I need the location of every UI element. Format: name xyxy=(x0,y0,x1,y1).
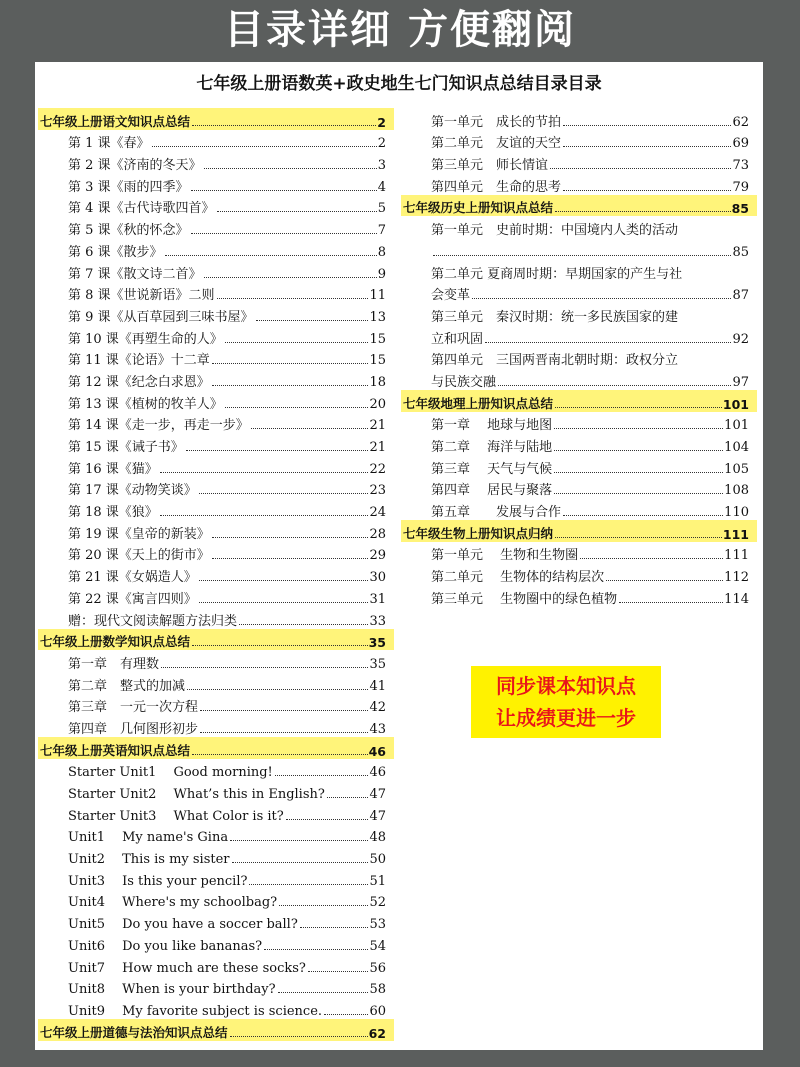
toc-entry[interactable] xyxy=(38,867,394,889)
toc-entry[interactable] xyxy=(38,390,394,412)
toc-entry[interactable] xyxy=(38,650,394,672)
toc-entry[interactable] xyxy=(401,216,757,238)
dot-leader xyxy=(555,211,731,212)
toc-page-number: 69 xyxy=(732,136,749,152)
toc-entry[interactable] xyxy=(401,130,757,152)
dot-leader xyxy=(580,558,723,559)
dot-leader xyxy=(324,1014,368,1015)
toc-entry-label: 第一章 有理数 xyxy=(68,656,160,672)
toc-page-number: 73 xyxy=(732,158,749,174)
toc-entry-label: Unit4 Where's my schoolbag? xyxy=(68,895,278,911)
dot-leader xyxy=(199,580,369,581)
toc-entry-label: 七年级上册英语知识点总结 xyxy=(40,742,191,758)
toc-page-number: 42 xyxy=(369,700,386,716)
toc-page-number: 111 xyxy=(724,548,749,564)
toc-entry[interactable] xyxy=(38,563,394,585)
toc-entry[interactable] xyxy=(38,910,394,932)
toc-page-number: 53 xyxy=(369,917,386,933)
toc-entry[interactable] xyxy=(38,368,394,390)
dot-leader xyxy=(472,298,731,299)
toc-entry-label: 第 19 课《皇帝的新装》 xyxy=(68,526,210,542)
toc-entry-label: 与民族交融 xyxy=(431,374,497,390)
toc-entry[interactable] xyxy=(38,607,394,629)
toc-entry[interactable] xyxy=(38,498,394,520)
toc-entry-label: 第 4 课《古代诗歌四首》 xyxy=(68,201,215,217)
dot-leader xyxy=(555,537,722,538)
toc-page-number: 43 xyxy=(369,721,386,737)
promo-box xyxy=(471,666,661,738)
dot-leader xyxy=(230,1036,368,1037)
toc-entry-label: 第四章 居民与聚落 xyxy=(431,483,553,499)
toc-entry[interactable] xyxy=(38,412,394,434)
toc-entry-label: 第四章 几何图形初步 xyxy=(68,721,199,737)
toc-entry-label: Unit6 Do you like bananas? xyxy=(68,938,263,954)
dot-leader xyxy=(554,472,723,473)
toc-entry[interactable] xyxy=(38,238,394,260)
toc-right-column xyxy=(401,108,757,607)
toc-entry-label: 七年级地理上册知识点总结 xyxy=(403,395,554,411)
dot-leader xyxy=(563,515,723,516)
toc-entry[interactable] xyxy=(401,282,757,304)
toc-entry-label: 七年级上册语文知识点总结 xyxy=(40,113,191,129)
toc-entry[interactable] xyxy=(38,824,394,846)
toc-entry[interactable] xyxy=(38,282,394,304)
toc-entry-label: 第 11 课《论语》十二章 xyxy=(68,353,210,369)
toc-entry-label: 第一单元 生物和生物圈 xyxy=(431,548,579,564)
toc-entry[interactable] xyxy=(38,173,394,195)
dot-leader xyxy=(152,146,377,147)
toc-entry[interactable] xyxy=(401,433,757,455)
toc-entry-label: Starter Unit1 Good morning! xyxy=(68,765,273,781)
toc-entry[interactable] xyxy=(38,585,394,607)
toc-page-number: 2 xyxy=(377,114,386,130)
toc-page-number: 5 xyxy=(377,201,386,217)
toc-entry[interactable] xyxy=(401,585,757,607)
toc-page-number: 112 xyxy=(724,570,749,586)
toc-page-number: 54 xyxy=(369,938,386,954)
toc-page-number: 46 xyxy=(368,743,386,759)
toc-entry-label: 第 9 课《从百草园到三味书屋》 xyxy=(68,309,254,325)
toc-page-number: 11 xyxy=(369,288,386,304)
dot-leader xyxy=(200,732,368,733)
dot-leader xyxy=(212,363,369,364)
toc-entry[interactable] xyxy=(401,542,757,564)
toc-page-number: 97 xyxy=(732,374,749,390)
toc-page-number: 7 xyxy=(377,223,386,239)
toc-entry-label: 第 12 课《纪念白求恩》 xyxy=(68,374,210,390)
toc-entry[interactable] xyxy=(38,195,394,217)
toc-section-heading[interactable] xyxy=(38,737,394,759)
toc-entry-label: Unit8 When is your birthday? xyxy=(68,982,276,998)
toc-entry-label: Unit9 My favorite subject is science. xyxy=(68,1003,323,1019)
dot-leader xyxy=(212,537,369,538)
dot-leader xyxy=(279,905,368,906)
toc-entry[interactable] xyxy=(38,976,394,998)
toc-entry[interactable] xyxy=(38,151,394,173)
dot-leader xyxy=(278,992,369,993)
dot-leader xyxy=(554,450,723,451)
toc-entry-label: 第 7 课《散文诗二首》 xyxy=(68,266,202,282)
dot-leader xyxy=(485,342,731,343)
toc-entry-label: 第 17 课《动物笑谈》 xyxy=(68,483,197,499)
toc-entry[interactable] xyxy=(38,455,394,477)
toc-section-heading[interactable] xyxy=(401,390,757,412)
toc-entry[interactable] xyxy=(38,672,394,694)
toc-entry-label: 第二单元 友谊的天空 xyxy=(431,136,562,152)
dot-leader xyxy=(161,667,368,668)
toc-page-number: 79 xyxy=(732,179,749,195)
toc-left-column xyxy=(38,108,394,1041)
toc-entry-label: 七年级上册数学知识点总结 xyxy=(40,634,191,650)
toc-entry-label: 第二章 整式的加减 xyxy=(68,678,186,694)
toc-entry-label: 第二章 海洋与陆地 xyxy=(431,440,553,455)
toc-entry-label: 第三单元 秦汉时期：统一多民族国家的建 xyxy=(431,309,679,325)
dot-leader xyxy=(300,927,369,928)
toc-entry[interactable] xyxy=(401,563,757,585)
toc-page-number: 47 xyxy=(369,808,386,824)
toc-page-number: 21 xyxy=(369,418,386,434)
toc-entry[interactable] xyxy=(401,412,757,434)
toc-page-number: 101 xyxy=(724,418,749,434)
toc-entry[interactable] xyxy=(401,325,757,347)
toc-page-number: 56 xyxy=(369,960,386,976)
toc-entry[interactable] xyxy=(401,303,757,325)
toc-page-number: 101 xyxy=(722,396,749,412)
toc-entry-label: Unit3 Is this your pencil? xyxy=(68,873,248,889)
toc-entry-label: Starter Unit2 What’s this in English? xyxy=(68,787,325,802)
toc-entry[interactable] xyxy=(38,260,394,282)
toc-entry-label: 会变革 xyxy=(431,288,471,304)
dot-leader xyxy=(554,428,723,429)
dot-leader xyxy=(264,949,368,950)
dot-leader xyxy=(217,298,369,299)
dot-leader xyxy=(191,190,377,191)
toc-entry-label: 第 2 课《济南的冬天》 xyxy=(68,158,202,174)
toc-page-number: 8 xyxy=(377,244,386,260)
toc-entry[interactable] xyxy=(38,694,394,716)
dot-leader xyxy=(550,168,731,169)
toc-entry-label: 第三单元 师长情谊 xyxy=(431,158,549,174)
toc-page-number: 13 xyxy=(369,309,386,325)
toc-page-number: 60 xyxy=(369,1003,386,1019)
banner-title: 目录详细 方便翻阅 xyxy=(224,7,576,53)
toc-entry-label: 第 6 课《散步》 xyxy=(68,244,163,260)
dot-leader xyxy=(606,580,723,581)
toc-entry-label: 第五章 发展与合作 xyxy=(431,505,562,521)
toc-entry-label: 第三章 天气与气候 xyxy=(431,461,553,477)
toc-entry[interactable] xyxy=(38,520,394,542)
toc-entry-label: 第 1 课《春》 xyxy=(68,136,150,152)
toc-page-number: 9 xyxy=(377,266,386,282)
toc-entry-label: 第三单元 生物圈中的绿色植物 xyxy=(431,591,618,607)
toc-entry[interactable] xyxy=(401,108,757,130)
toc-entry[interactable] xyxy=(38,325,394,347)
toc-entry-label: 第 14 课《走一步，再走一步》 xyxy=(68,418,249,434)
toc-section-heading[interactable] xyxy=(401,195,757,217)
dot-leader xyxy=(204,277,377,278)
toc-entry[interactable] xyxy=(401,477,757,499)
dot-leader xyxy=(554,493,723,494)
toc-entry-label: 第一单元 史前时期：中国境内人类的活动 xyxy=(431,223,679,239)
dot-leader xyxy=(212,385,369,386)
dot-leader xyxy=(619,602,723,603)
document-title: 七年级上册语数英+政史地生七门知识点总结目录目录 xyxy=(196,74,602,94)
toc-entry[interactable] xyxy=(38,477,394,499)
toc-page-number: 30 xyxy=(369,570,386,586)
toc-entry[interactable] xyxy=(401,498,757,520)
dot-leader xyxy=(192,645,368,646)
toc-entry[interactable] xyxy=(38,542,394,564)
toc-entry-label: Starter Unit3 What Color is it? xyxy=(68,808,284,824)
toc-section-heading[interactable] xyxy=(38,629,394,651)
dot-leader xyxy=(225,342,369,343)
dot-leader xyxy=(200,710,368,711)
promo-line-1: 同步课本知识点 xyxy=(496,674,636,698)
toc-page-number: 21 xyxy=(369,440,386,455)
toc-page-number: 51 xyxy=(369,873,386,889)
toc-entry[interactable] xyxy=(38,347,394,369)
dot-leader xyxy=(433,255,731,256)
dot-leader xyxy=(165,255,377,256)
dot-leader xyxy=(217,211,377,212)
toc-page-number: 24 xyxy=(369,505,386,521)
toc-page-number: 33 xyxy=(369,613,386,629)
toc-entry[interactable] xyxy=(38,802,394,824)
dot-leader xyxy=(275,775,369,776)
dot-leader xyxy=(256,320,369,321)
toc-page-number: 92 xyxy=(732,331,749,347)
toc-entry[interactable] xyxy=(38,954,394,976)
toc-entry-label: Unit1 My name's Gina xyxy=(68,830,229,846)
toc-entry[interactable] xyxy=(38,433,394,455)
toc-page-number: 47 xyxy=(369,787,386,802)
dot-leader xyxy=(327,797,369,798)
toc-section-heading[interactable] xyxy=(38,1019,394,1041)
dot-leader xyxy=(186,450,369,451)
toc-entry-label: 第 18 课《狼》 xyxy=(68,505,158,521)
toc-page-number: 15 xyxy=(369,331,386,347)
toc-entry[interactable] xyxy=(38,303,394,325)
toc-entry-label: Unit2 This is my sister xyxy=(68,852,230,868)
toc-entry-label: 第一章 地球与地图 xyxy=(431,418,553,434)
toc-entry-label: 第 16 课《猫》 xyxy=(68,461,158,477)
dot-leader xyxy=(199,493,369,494)
dot-leader xyxy=(239,624,368,625)
toc-page-number: 108 xyxy=(724,483,749,499)
toc-entry-label: 第 13 课《植树的牧羊人》 xyxy=(68,396,223,412)
toc-page-number: 52 xyxy=(369,895,386,911)
toc-entry-label: 七年级历史上册知识点总结 xyxy=(403,200,554,216)
toc-entry-label: 第 8 课《世说新语》二则 xyxy=(68,288,215,304)
toc-entry[interactable] xyxy=(38,932,394,954)
toc-entry[interactable] xyxy=(401,238,757,260)
dot-leader xyxy=(555,407,722,408)
dot-leader xyxy=(563,190,731,191)
toc-entry-label: 赠：现代文阅读解题方法归类 xyxy=(68,613,238,629)
toc-entry[interactable] xyxy=(38,845,394,867)
toc-page-number: 110 xyxy=(724,505,749,521)
toc-page-number: 50 xyxy=(369,852,386,868)
toc-entry[interactable] xyxy=(401,368,757,390)
toc-entry[interactable] xyxy=(401,151,757,173)
dot-leader xyxy=(204,168,377,169)
toc-page xyxy=(35,62,763,1050)
dot-leader xyxy=(563,125,731,126)
toc-page-number: 23 xyxy=(369,483,386,499)
toc-entry[interactable] xyxy=(38,780,394,802)
toc-page-number: 104 xyxy=(724,440,749,455)
dot-leader xyxy=(160,472,369,473)
dot-leader xyxy=(249,884,368,885)
toc-page-number: 35 xyxy=(369,656,386,672)
dot-leader xyxy=(192,125,376,126)
dot-leader xyxy=(225,407,369,408)
toc-entry[interactable] xyxy=(38,216,394,238)
toc-page-number: 20 xyxy=(369,396,386,412)
toc-entry-label: Unit5 Do you have a soccer ball? xyxy=(68,917,298,933)
toc-page-number: 18 xyxy=(369,374,386,390)
toc-entry[interactable] xyxy=(38,997,394,1019)
toc-entry-label: 第 21 课《女娲造人》 xyxy=(68,570,197,586)
toc-entry[interactable] xyxy=(38,715,394,737)
dot-leader xyxy=(187,689,368,690)
toc-entry-label: 第四单元 三国两晋南北朝时期：政权分立 xyxy=(431,353,679,369)
promo-line-2: 让成绩更进一步 xyxy=(496,706,636,730)
dot-leader xyxy=(563,146,731,147)
toc-entry-label: 第 15 课《诫子书》 xyxy=(68,440,184,455)
toc-page-number: 31 xyxy=(369,591,386,607)
toc-entry-label: 第 20 课《天上的街市》 xyxy=(68,548,210,564)
toc-entry-label: 第四单元 生命的思考 xyxy=(431,179,562,195)
toc-entry[interactable] xyxy=(401,347,757,369)
toc-page-number: 87 xyxy=(732,288,749,304)
toc-entry[interactable] xyxy=(38,130,394,152)
toc-page-number: 46 xyxy=(369,765,386,781)
toc-entry-label: 第三章 一元一次方程 xyxy=(68,700,199,716)
toc-entry-label: 第 3 课《雨的四季》 xyxy=(68,179,189,195)
dot-leader xyxy=(212,558,369,559)
dot-leader xyxy=(251,428,369,429)
toc-page-number: 48 xyxy=(369,830,386,846)
toc-section-heading[interactable] xyxy=(401,520,757,542)
toc-page-number: 28 xyxy=(369,526,386,542)
toc-entry[interactable] xyxy=(38,759,394,781)
toc-entry-label: 第一单元 成长的节拍 xyxy=(431,114,562,130)
toc-entry[interactable] xyxy=(38,889,394,911)
toc-page-number: 22 xyxy=(369,461,386,477)
toc-page-number: 15 xyxy=(369,353,386,369)
dot-leader xyxy=(192,754,368,755)
toc-page-number: 2 xyxy=(377,136,386,152)
toc-page-number: 105 xyxy=(724,461,749,477)
toc-entry-label: Unit7 How much are these socks? xyxy=(68,960,306,976)
toc-entry-label: 七年级上册道德与法治知识点总结 xyxy=(40,1024,228,1040)
toc-entry-label: 第 22 课《寓言四则》 xyxy=(68,591,197,607)
toc-section-heading[interactable] xyxy=(38,108,394,130)
toc-entry-label: 第 5 课《秋的怀念》 xyxy=(68,223,189,239)
toc-page-number: 62 xyxy=(732,114,749,130)
toc-page-number: 58 xyxy=(369,982,386,998)
dot-leader xyxy=(498,385,731,386)
dot-leader xyxy=(232,862,369,863)
dot-leader xyxy=(160,515,369,516)
toc-entry[interactable] xyxy=(401,455,757,477)
toc-entry-label: 第二单元 夏商周时期：早期国家的产生与社 xyxy=(431,266,683,282)
toc-page-number: 4 xyxy=(377,179,386,195)
toc-page-number: 111 xyxy=(722,526,749,542)
toc-page-number: 85 xyxy=(731,201,749,217)
dot-leader xyxy=(191,233,377,234)
dot-leader xyxy=(286,819,369,820)
dot-leader xyxy=(308,971,369,972)
toc-entry-label: 立和巩固 xyxy=(431,331,484,347)
toc-page-number: 85 xyxy=(732,244,749,260)
toc-entry[interactable] xyxy=(401,173,757,195)
toc-entry-label: 第 10 课《再塑生命的人》 xyxy=(68,331,223,347)
toc-entry-label: 第二单元 生物体的结构层次 xyxy=(431,570,605,586)
toc-page-number: 41 xyxy=(369,678,386,694)
toc-page-number: 62 xyxy=(368,1025,386,1041)
dot-leader xyxy=(199,602,369,603)
dot-leader xyxy=(230,840,368,841)
toc-page-number: 114 xyxy=(724,591,749,607)
toc-page-number: 35 xyxy=(368,635,386,651)
toc-entry[interactable] xyxy=(401,260,757,282)
toc-page-number: 29 xyxy=(369,548,386,564)
toc-entry-label: 七年级生物上册知识点归纳 xyxy=(403,525,554,541)
toc-page-number: 3 xyxy=(377,158,386,174)
